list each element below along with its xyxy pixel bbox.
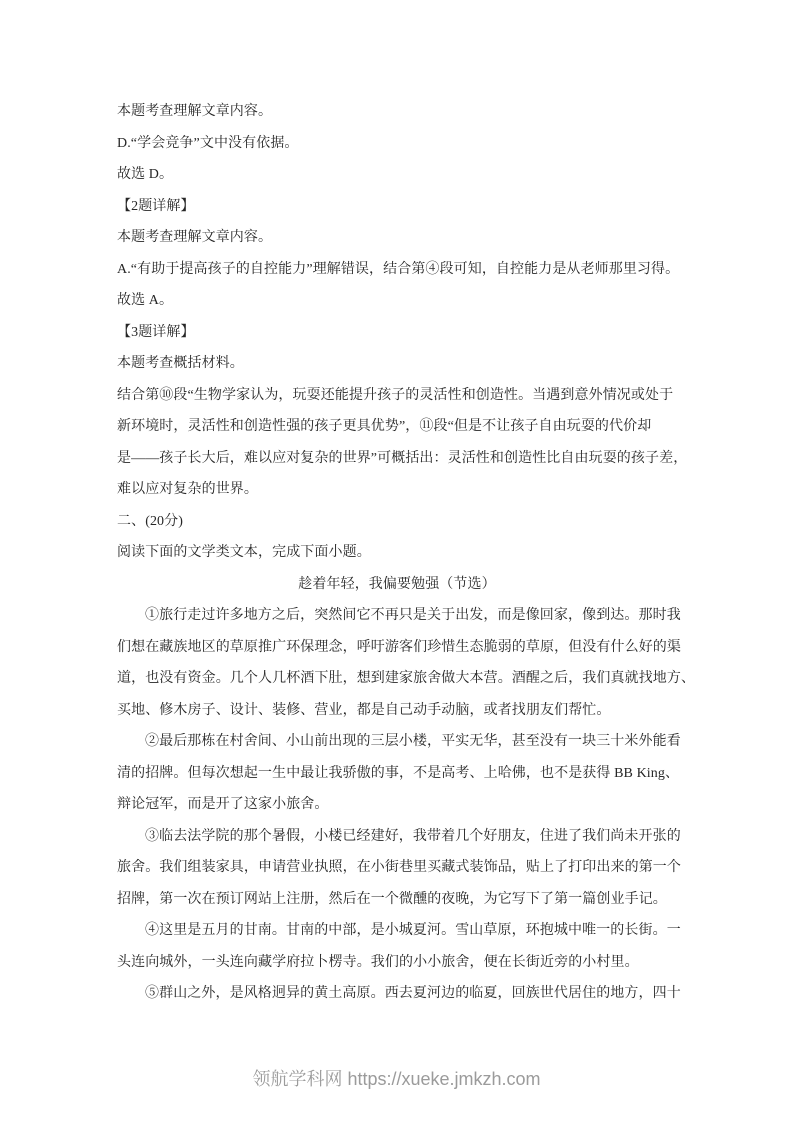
- document-body: [117, 96, 696, 1010]
- doc-line: 本题考查概括材料。: [117, 356, 244, 371]
- doc-line: 辩论冠军，而是开了这家小旅舍。: [117, 797, 329, 812]
- doc-line: ④这里是五月的甘南。甘南的中部，是小城夏河。雪山草原，环抱城中唯一的长街。一: [145, 923, 681, 938]
- watermark: [0, 1064, 793, 1094]
- doc-line: D.“学会竞争”文中没有依据。: [117, 135, 299, 151]
- doc-line: ③临去法学院的那个暑假，小楼已经建好，我带着几个好朋友，住进了我们尚未开张的: [145, 828, 681, 844]
- doc-line: 本题考查理解文章内容。: [117, 230, 273, 245]
- doc-line: 清的招牌。但每次想起一生中最让我骄傲的事，不是高考、上哈佛，也不是获得 BB King、: [117, 765, 680, 781]
- doc-line: 们想在藏族地区的草原推广环保理念，呼吁游客们珍惜生态脆弱的草原，但没有什么好的渠: [117, 639, 681, 655]
- doc-line: 【3题详解】: [117, 324, 195, 340]
- doc-line: 故选 A。: [117, 293, 174, 308]
- doc-line: 结合第⑩段“生物学家认为，玩耍还能提升孩子的灵活性和创造性。当遇到意外情况或处于: [117, 387, 674, 403]
- doc-line: 趁着年轻，我偏要勉强（节选）: [298, 576, 496, 592]
- doc-line: 是——孩子长大后，难以应对复杂的世界”可概括出：灵活性和创造性比自由玩耍的孩子差，: [117, 450, 688, 466]
- doc-line: 招牌，第一次在预订网站上注册，然后在一个微醺的夜晚，为它写下了第一篇创业手记。: [117, 891, 667, 907]
- doc-line: 二、(20分): [117, 513, 184, 529]
- doc-line: ⑤群山之外，是风格迥异的黄土高原。西去夏河边的临夏，回族世代居住的地方，四十: [145, 986, 681, 1001]
- doc-line: 旅舍。我们组装家具，申请营业执照，在小街巷里买藏式装饰品，贴上了打印出来的第一个: [117, 860, 681, 875]
- doc-line: 阅读下面的文学类文本，完成下面小题。: [117, 545, 371, 560]
- doc-line: 本题考查理解文章内容。: [117, 104, 273, 119]
- doc-line: 难以应对复杂的世界。: [117, 482, 258, 497]
- doc-line: 买地、修木房子、设计、装修、营业，都是自己动手动脑，或者找朋友们帮忙。: [117, 702, 611, 718]
- doc-line: 头连向城外，一头连向藏学府拉卜楞寺。我们的小小旅舍，便在长街近旁的小村里。: [117, 954, 639, 970]
- watermark-text: 领航学科网 https://xueke.jmkzh.com: [252, 1069, 541, 1089]
- doc-line: 新环境时，灵活性和创造性强的孩子更具优势”，⑪段“但是不让孩子自由玩耍的代价却: [117, 419, 652, 434]
- doc-line: 故选 D。: [117, 167, 174, 182]
- doc-line: ①旅行走过许多地方之后，突然间它不再只是关于出发，而是像回家，像到达。那时我: [145, 608, 681, 623]
- doc-line: 【2题详解】: [117, 198, 195, 214]
- doc-line: 道，也没有资金。几个人几杯酒下肚，想到建家旅舍做大本营。酒醒之后，我们真就找地方、: [117, 671, 696, 686]
- doc-line: ②最后那栋在村舍间、小山前出现的三层小楼，平实无华，甚至没有一块三十米外能看: [145, 734, 681, 749]
- doc-line: A.“有助于提高孩子的自控能力”理解错误，结合第④段可知，自控能力是从老师那里习得。: [117, 261, 680, 277]
